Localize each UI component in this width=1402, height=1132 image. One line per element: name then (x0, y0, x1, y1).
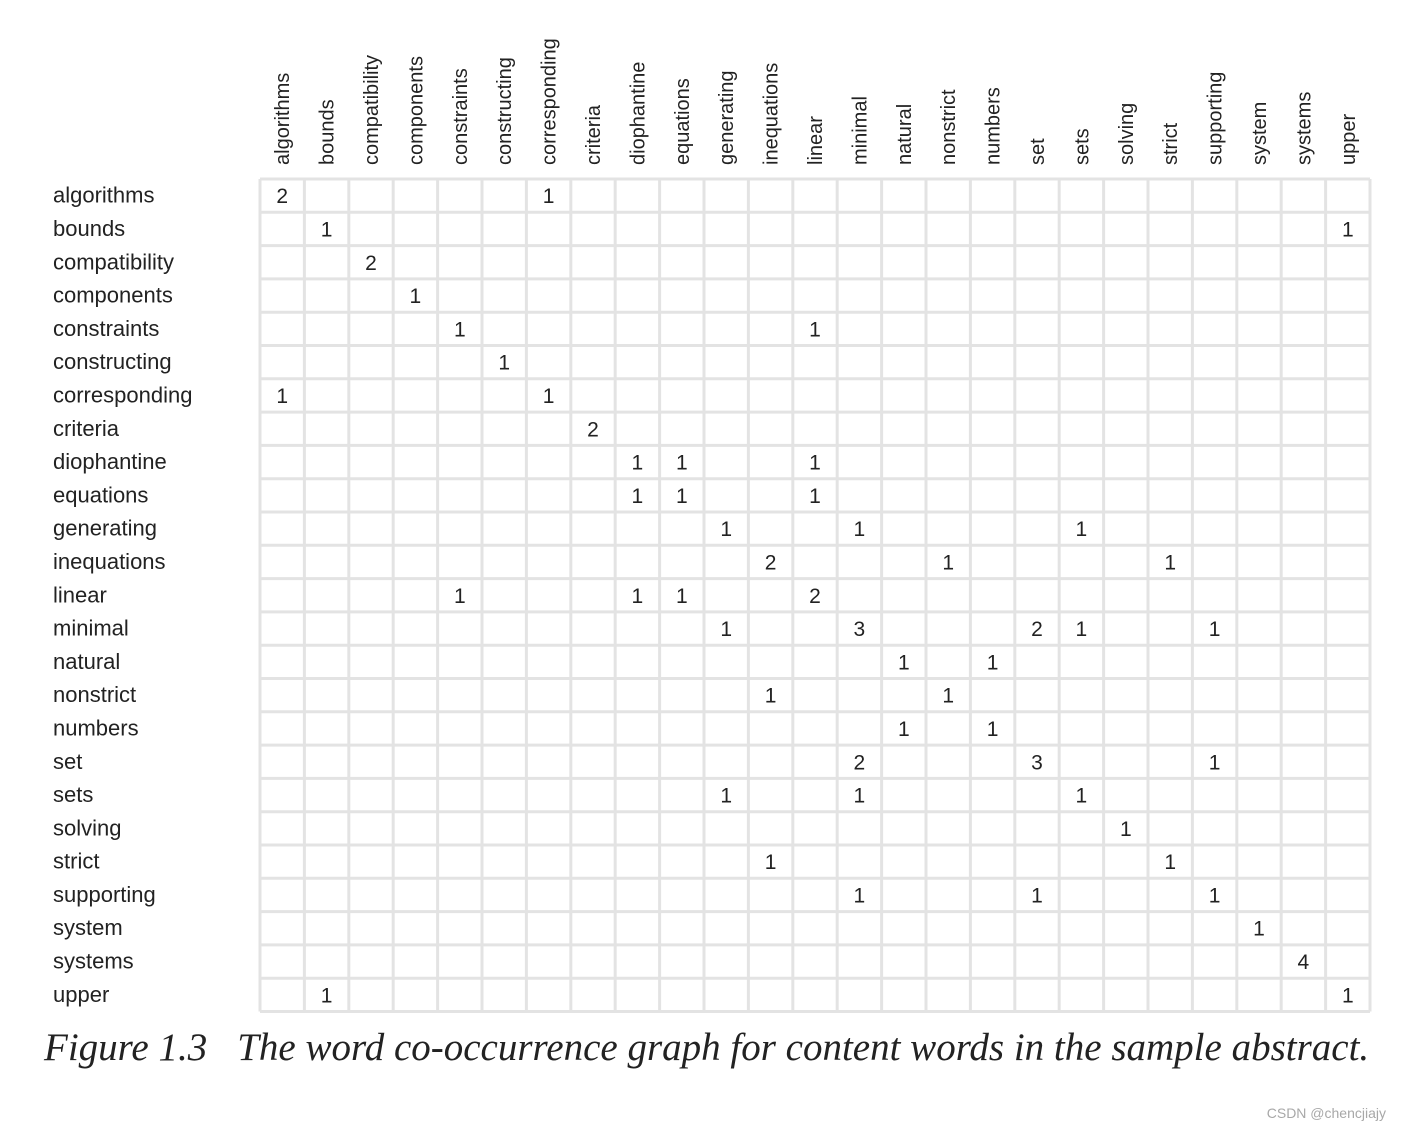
column-label-inequations: inequations (760, 62, 783, 165)
column-label-linear: linear (805, 116, 827, 165)
column-label-strict: strict (1160, 122, 1183, 165)
row-label-sets: sets (53, 782, 94, 807)
column-label-algorithms: algorithms (272, 72, 295, 165)
row-label-strict: strict (53, 848, 100, 874)
column-label-equations: equations (671, 78, 694, 165)
row-label-algorithms: algorithms (53, 182, 155, 208)
cell-minimal-sets: 1 (1075, 618, 1088, 641)
column-labels (272, 38, 1360, 165)
cell-sets-sets: 1 (1075, 784, 1088, 808)
cell-diophantine-diophantine: 1 (631, 451, 644, 475)
cell-inequations-nonstrict: 1 (942, 551, 955, 575)
column-label-constraints: constraints (449, 68, 472, 165)
cell-compatibility-compatibility: 2 (365, 251, 377, 275)
row-label-natural: natural (53, 648, 121, 674)
row-label-diophantine: diophantine (53, 449, 167, 474)
cell-solving-solving: 1 (1119, 817, 1132, 841)
cell-bounds-upper: 1 (1341, 218, 1354, 242)
row-label-corresponding: corresponding (53, 382, 193, 408)
cell-minimal-minimal: 3 (853, 618, 866, 641)
cell-corresponding-algorithms: 1 (276, 384, 289, 408)
column-label-systems: systems (1293, 91, 1316, 165)
cell-components-components: 1 (409, 285, 422, 308)
figure-caption-text: The word co-occurrence graph for content words in the sample abstract. (237, 1026, 1370, 1069)
cell-natural-natural: 1 (897, 651, 910, 675)
cell-numbers-numbers: 1 (986, 717, 999, 741)
row-label-linear: linear (53, 582, 107, 608)
cell-nonstrict-inequations: 1 (764, 684, 777, 708)
cell-strict-inequations: 1 (764, 851, 777, 875)
cell-constraints-constraints: 1 (453, 318, 466, 342)
column-label-system: system (1249, 101, 1271, 165)
column-label-generating: generating (716, 70, 739, 165)
figure-caption (44, 1024, 1380, 1072)
cell-nonstrict-nonstrict: 1 (942, 684, 955, 708)
column-label-supporting: supporting (1204, 71, 1227, 165)
column-label-criteria: criteria (583, 104, 605, 165)
row-label-components: components (53, 282, 173, 308)
cell-system-system: 1 (1253, 917, 1265, 941)
column-label-numbers: numbers (982, 87, 1005, 165)
cell-algorithms-corresponding: 1 (542, 185, 555, 209)
cell-numbers-natural: 1 (897, 717, 910, 741)
row-label-set: set (53, 748, 83, 774)
cell-linear-diophantine: 1 (631, 584, 644, 608)
column-label-components: components (405, 56, 428, 165)
column-label-set: set (1027, 138, 1049, 165)
row-label-numbers: numbers (53, 715, 139, 741)
cell-linear-constraints: 1 (453, 584, 466, 608)
row-label-compatibility: compatibility (53, 249, 175, 275)
cell-inequations-strict: 1 (1164, 551, 1177, 575)
column-label-compatibility: compatibility (361, 54, 383, 165)
row-label-systems: systems (53, 948, 134, 974)
column-label-upper: upper (1337, 113, 1360, 165)
column-label-natural: natural (893, 103, 916, 165)
cell-upper-bounds: 1 (320, 984, 333, 1008)
row-labels (53, 183, 192, 1007)
cell-supporting-minimal: 1 (853, 884, 866, 908)
cell-sets-generating: 1 (720, 784, 733, 808)
cell-inequations-inequations: 2 (764, 551, 777, 575)
cell-supporting-supporting: 1 (1208, 884, 1221, 908)
cell-corresponding-corresponding: 1 (542, 384, 555, 408)
cell-systems-systems: 4 (1297, 951, 1310, 974)
row-label-solving: solving (53, 815, 122, 841)
column-label-diophantine: diophantine (627, 61, 650, 165)
cell-algorithms-algorithms: 2 (276, 185, 289, 209)
row-label-bounds: bounds (53, 215, 126, 241)
cell-generating-generating: 1 (720, 518, 733, 542)
cell-set-set: 3 (1031, 751, 1043, 775)
row-label-upper: upper (53, 981, 110, 1007)
row-label-criteria: criteria (53, 415, 120, 441)
cell-set-minimal: 2 (853, 751, 866, 775)
row-label-constructing: constructing (53, 349, 172, 375)
cell-supporting-set: 1 (1031, 884, 1043, 908)
cell-linear-equations: 1 (675, 584, 688, 608)
cell-minimal-set: 2 (1031, 618, 1043, 641)
cell-diophantine-linear: 1 (809, 451, 821, 475)
column-label-solving: solving (1115, 102, 1138, 165)
figure-label: Figure 1.3 (44, 1026, 208, 1069)
row-label-minimal: minimal (53, 615, 129, 641)
cell-minimal-supporting: 1 (1208, 618, 1221, 641)
cell-equations-equations: 1 (675, 484, 688, 508)
cell-generating-sets: 1 (1075, 518, 1088, 542)
cell-bounds-bounds: 1 (320, 218, 333, 242)
cell-linear-linear: 2 (809, 584, 821, 608)
cell-diophantine-equations: 1 (675, 451, 688, 475)
cell-equations-diophantine: 1 (631, 484, 644, 508)
cell-constructing-constructing: 1 (498, 351, 511, 375)
cell-sets-minimal: 1 (853, 784, 866, 808)
column-label-constructing: constructing (494, 57, 517, 165)
cell-strict-strict: 1 (1164, 851, 1177, 875)
cell-generating-minimal: 1 (853, 518, 866, 542)
column-label-minimal: minimal (849, 96, 872, 165)
cell-criteria-criteria: 2 (587, 418, 599, 442)
column-label-bounds: bounds (316, 99, 339, 165)
watermark: CSDN @chencjiajy (1266, 1105, 1386, 1121)
cell-set-supporting: 1 (1208, 751, 1221, 775)
cell-equations-linear: 1 (809, 484, 821, 508)
row-label-inequations: inequations (53, 549, 166, 574)
row-label-system: system (53, 915, 123, 941)
cell-minimal-generating: 1 (720, 618, 733, 641)
cell-constraints-linear: 1 (809, 318, 821, 342)
cell-natural-numbers: 1 (986, 651, 999, 675)
row-label-supporting: supporting (53, 881, 156, 907)
column-label-sets: sets (1071, 128, 1094, 165)
cell-upper-upper: 1 (1341, 984, 1354, 1008)
column-label-nonstrict: nonstrict (938, 89, 961, 165)
row-label-constraints: constraints (53, 315, 160, 341)
row-label-equations: equations (53, 482, 149, 508)
row-label-generating: generating (53, 515, 157, 541)
column-label-corresponding: corresponding (538, 38, 561, 165)
row-label-nonstrict: nonstrict (53, 682, 137, 708)
